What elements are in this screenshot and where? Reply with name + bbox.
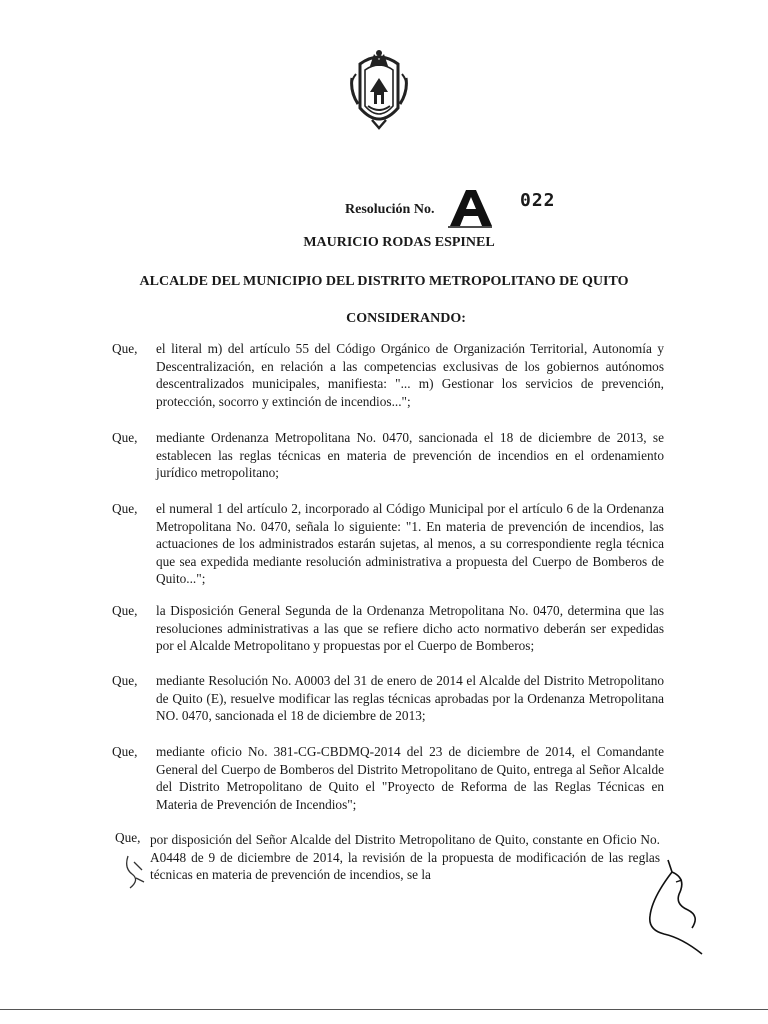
clause-prefix: Que,	[112, 341, 138, 356]
considering-heading: CONSIDERANDO:	[346, 311, 466, 326]
clause-prefix: Que,	[112, 501, 138, 516]
coat-of-arms-seal	[348, 48, 410, 132]
clause-text: mediante oficio No. 381-CG-CBDMQ-2014 del 23 de diciembre de 2014, el Comandante General del Cuerpo de Bomberos del Distrito Metropolitano de Quito, entrega al Señor Alcalde del Distrito Metropolitano de Quito el "Proyecto de Reforma de las Reglas Técnicas en Materia de Prevención de Incendios";	[156, 744, 664, 812]
clause-prefix: Que,	[112, 744, 138, 759]
resolution-label: Resolución No.	[345, 202, 435, 217]
resolution-number: 022	[520, 190, 556, 211]
page-bottom-rule	[0, 1009, 768, 1010]
clause-prefix: Que,	[112, 430, 138, 445]
handwritten-signature	[642, 858, 714, 958]
clause-prefix: Que,	[112, 603, 138, 618]
clause-text: el numeral 1 del artículo 2, incorporado al Código Municipal por el artículo 6 de la Ordenanza Metropolitana No. 0470, señala lo siguiente: "1. En materia de prevención de incendios, las actuaciones de los administrados estarán sujetas, al menos, a su correspondiente regla técnica que sea expedida mediante resolución administrativa a propuesta del Cuerpo de Bomberos de Quito...";	[156, 501, 664, 586]
margin-initial-mark	[122, 852, 148, 892]
clause-text: el literal m) del artículo 55 del Código Orgánico de Organización Territorial, Autonomía y Descentralización, en relación a las competencias exclusivas de los gobiernos autónomos descentralizados municipales, manifiesta: "... m) Gestionar los servicios de prevención, protección, socorro y extinción de incendios...";	[156, 341, 664, 409]
clause-text: por disposición del Señor Alcalde del Distrito Metropolitano de Quito, constante en Oficio No. A0448 de 9 de diciembre de 2014, la revisión de la propuesta de modificación de las reglas técnicas en materia de prevención de incendios, se la	[150, 832, 660, 882]
clause-prefix: Que,	[112, 673, 138, 688]
clause-text: mediante Ordenanza Metropolitana No. 0470, sancionada el 18 de diciembre de 2013, se establecen las reglas técnicas en materia de prevención de incendios en el ordenamiento jurídico metropolitano;	[156, 430, 664, 480]
resolution-line	[0, 190, 768, 236]
clause-text: mediante Resolución No. A0003 del 31 de enero de 2014 el Alcalde del Distrito Metropolitano de Quito (E), resuelve modificar las reglas técnicas aprobadas por la Ordenanza Metropolitana NO. 0470, sancionada el 18 de diciembre de 2013;	[156, 673, 664, 723]
resolution-letter-stamp	[446, 188, 494, 228]
clause-text: la Disposición General Segunda de la Ordenanza Metropolitana No. 0470, determina que las resoluciones administrativas a las que se refiere dicho acto normativo deberán ser expedidas por el Alcalde Metropolitano y propuestas por el Cuerpo de Bomberos;	[156, 603, 664, 653]
clause-prefix: Que,	[115, 830, 141, 845]
mayor-office-title: ALCALDE DEL MUNICIPIO DEL DISTRITO METROPOLITANO DE QUITO	[139, 274, 629, 289]
mayor-name: MAURICIO RODAS ESPINEL	[303, 235, 495, 250]
